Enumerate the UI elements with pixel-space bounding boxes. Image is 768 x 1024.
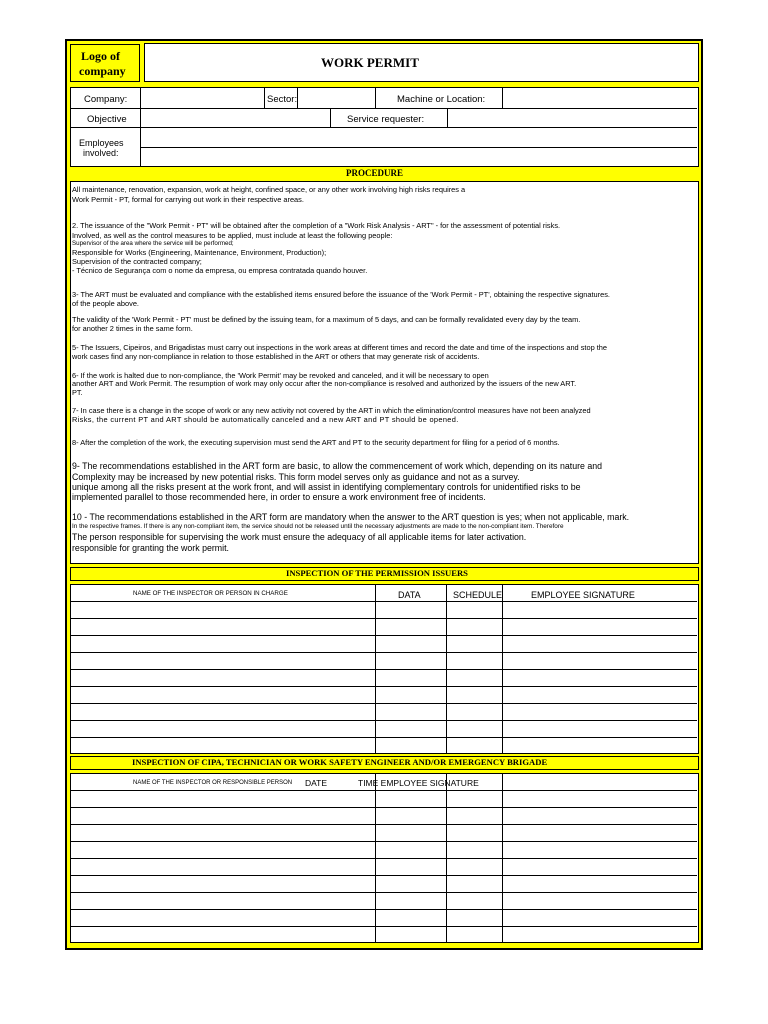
logo-box: [70, 44, 140, 82]
sector-label: Sector:: [267, 94, 298, 105]
objective-label: Objective: [87, 114, 127, 125]
issuers-heading: INSPECTION OF THE PERMISSION ISSUERS: [286, 568, 468, 578]
procedure-line: Complexity may be increased by new potential risks. This form model serves only as guidance and not as a survey.: [72, 472, 520, 482]
procedure-line: of the people above.: [72, 299, 139, 308]
procedure-line: Supervisor of the area where the service will be performed;: [72, 240, 234, 247]
cipa-heading-box: [70, 756, 699, 770]
cipa-col-date: DATE: [305, 778, 328, 788]
procedure-line: 10 - The recommendations established in the ART form are mandatory when the answer to the ART question is yes; when not applicable, mark.: [72, 512, 630, 522]
requester-field[interactable]: [448, 109, 697, 127]
cipa-heading: INSPECTION OF CIPA, TECHNICIAN OR WORK SAFETY ENGINEER AND/OR EMERGENCY BRIGADE: [132, 757, 548, 767]
issuers-table: [70, 584, 699, 754]
cipa-table: [70, 773, 699, 943]
procedure-line: Risks, the current PT and ART should be automatically canceled and a new ART and PT should be opened.: [72, 415, 459, 424]
procedure-line: In the respective frames. If there is any non-compliant item, the service should not be released until the necessary adjustments are made to the non-compliant item. Therefore: [72, 523, 564, 530]
procedure-line: unique among all the risks present at the work front, and will assist in identifying complementary controls for unidentified risks to be: [72, 482, 581, 492]
machine-label: Machine or Location:: [397, 94, 486, 105]
objective-field[interactable]: [141, 109, 329, 127]
page-title: WORK PERMIT: [321, 55, 419, 70]
logo-text-line2: company: [79, 64, 126, 78]
employees-label-2: involved:: [83, 148, 119, 158]
issuers-col-data: DATA: [398, 590, 421, 600]
title-box: [144, 43, 699, 82]
company-field[interactable]: [141, 88, 263, 108]
procedure-line: another ART and Work Permit. The resumption of work may only occur after the non-compliance is resolved and authorized by the issuers of the new ART.: [72, 379, 577, 388]
procedure-line: The validity of the 'Work Permit - PT' must be defined by the issuing team, for a maximum of 5 days, and can be formally revalidated every day by the team.: [72, 315, 581, 324]
procedure-line: Work Permit - PT, formal for carrying out work in their respective areas.: [72, 195, 304, 204]
procedure-line: implemented parallel to those recommended here, in order to ensure a work environment free of incidents.: [72, 492, 486, 502]
procedure-line: 5- The Issuers, Cipeiros, and Brigadistas must carry out inspections in the work areas at different times and record the date and time of the inspections and stop the: [72, 343, 608, 352]
procedure-line: Responsible for Works (Engineering, Maintenance, Environment, Production);: [72, 248, 327, 257]
machine-field[interactable]: [503, 88, 697, 108]
logo-text-line1: Logo of: [81, 49, 120, 63]
requester-label: Service requester:: [347, 114, 425, 125]
cipa-col-name: NAME OF THE INSPECTOR OR RESPONSIBLE PERSON: [133, 780, 293, 786]
company-label: Company:: [84, 94, 128, 105]
procedure-line: 6- If the work is halted due to non-compliance, the 'Work Permit' may be revoked and canceled, and it will be necessary to open: [72, 371, 489, 380]
issuers-heading-box: [70, 567, 699, 581]
procedure-line: Supervision of the contracted company;: [72, 257, 202, 266]
procedure-line: 7- In case there is a change in the scope of work or any new activity not covered by the ART in which the elimination/control measures have not been analyzed: [72, 406, 591, 415]
issuers-col-signature: EMPLOYEE SIGNATURE: [531, 590, 635, 600]
employees-field[interactable]: [141, 128, 697, 166]
procedure-line: 2. The issuance of the "Work Permit - PT" will be obtained after the completion of a "Work Risk Analysis - ART" - for the assessment of potential risks.: [72, 221, 561, 230]
procedure-line: responsible for granting the work permit.: [72, 543, 229, 553]
employees-label-1: Employees: [79, 138, 124, 148]
procedure-line: 8- After the completion of the work, the executing supervision must send the ART and PT to the security department for filing for a period of 6 months.: [72, 438, 560, 447]
info-grid: [70, 87, 699, 167]
procedure-line: - Técnico de Segurança com o nome da empresa, ou empresa contratada quando houver.: [72, 266, 368, 275]
procedure-heading: PROCEDURE: [346, 168, 404, 178]
procedure-heading-box: [70, 168, 699, 179]
sector-field[interactable]: [298, 88, 374, 108]
procedure-line: 9- The recommendations established in the ART form are basic, to allow the commencement of work which, depending on its nature and: [72, 461, 603, 471]
procedure-line: The person responsible for supervising the work must ensure the adequacy of all applicable items for later activation.: [72, 532, 527, 542]
procedure-line: 3- The ART must be evaluated and compliance with the established items ensured before the issuance of the 'Work Permit - PT', obtaining the respective signatures.: [72, 290, 610, 299]
issuers-col-schedule: SCHEDULE: [453, 590, 503, 600]
procedure-line: PT.: [72, 388, 83, 397]
procedure-line: work cases find any non-compliance in relation to those established in the ART or others that may generate risk of accidents.: [72, 352, 480, 361]
procedure-line: for another 2 times in the same form.: [72, 324, 193, 333]
procedure-line: All maintenance, renovation, expansion, work at height, confined space, or any other work involving high risks requires a: [72, 185, 466, 194]
procedure-line: Involved, as well as the control measures to be applied, must include at least the following people:: [72, 231, 393, 240]
issuers-col-name: NAME OF THE INSPECTOR OR PERSON IN CHARGE: [133, 590, 288, 597]
cipa-col-time-signature: TIME EMPLOYEE SIGNATURE: [358, 778, 479, 788]
